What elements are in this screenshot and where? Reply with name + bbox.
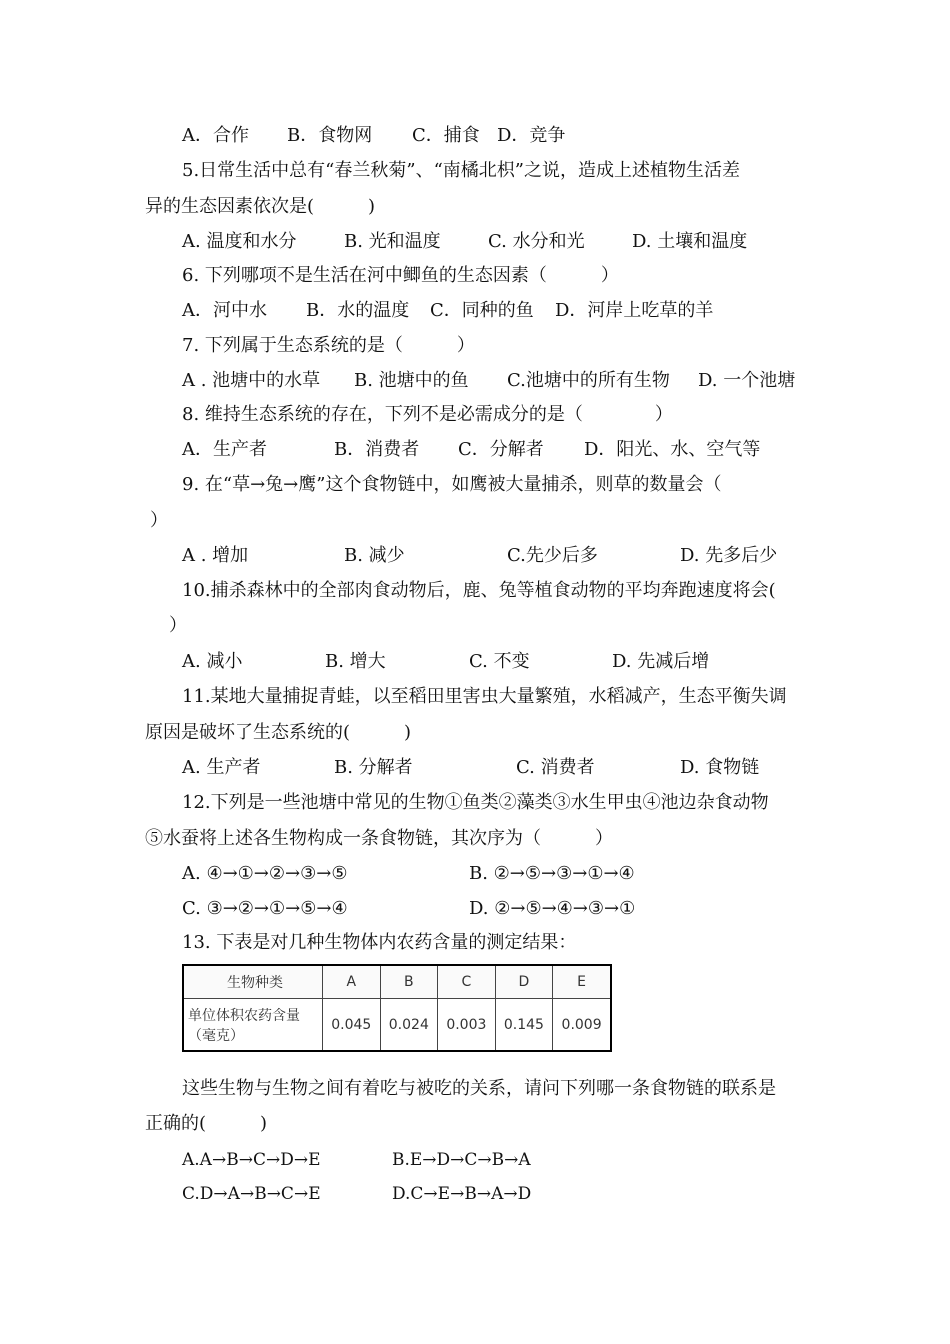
q9-option-c: C.先少后多 <box>507 545 598 566</box>
q5-stem-line1: 5.日常生活中总有“春兰秋菊”、“南橘北枳”之说，造成上述植物生活差 <box>182 160 740 181</box>
q7-option-a: A . 池塘中的水草 <box>182 370 321 391</box>
q11-option-a: A. 生产者 <box>182 757 261 778</box>
q5-option-d: D. 土壤和温度 <box>632 231 748 252</box>
table-header-row <box>183 965 611 999</box>
q13-stem-line3: 正确的( ) <box>145 1113 268 1134</box>
table-row <box>183 999 611 1052</box>
table-col-e: E <box>553 965 611 999</box>
q12-stem-line2: ⑤水蚕将上述各生物构成一条食物链，其次序为（ ） <box>145 828 613 849</box>
q12-option-c: C. ③→②→①→⑤→④ <box>182 898 348 919</box>
table-cell-c: 0.003 <box>438 999 496 1052</box>
q10-stem-line1: 10.捕杀森林中的全部肉食动物后，鹿、兔等植食动物的平均奔跑速度将会( <box>182 580 776 601</box>
q11-option-d: D. 食物链 <box>680 757 760 778</box>
q10-option-d: D. 先减后增 <box>612 651 710 672</box>
q6-option-b: B．水的温度 <box>306 300 410 321</box>
q8-option-a: A．生产者 <box>182 439 267 460</box>
q6-option-c: C．同种的鱼 <box>430 300 534 321</box>
q8-option-c: C．分解者 <box>458 439 544 460</box>
q13-option-d: D.C→E→B→A→D <box>392 1184 532 1204</box>
q10-option-a: A. 减小 <box>182 651 243 672</box>
q5-option-b: B. 光和温度 <box>344 231 441 252</box>
q4-option-b: B．食物网 <box>287 125 373 146</box>
table-cell-d: 0.145 <box>495 999 553 1052</box>
q9-stem-line1: 9. 在“草→兔→鹰”这个食物链中，如鹰被大量捕杀，则草的数量会（ <box>182 474 722 495</box>
table-row-label-line1: 单位体积农药含量 <box>188 1007 300 1024</box>
table-cell-b: 0.024 <box>380 999 438 1052</box>
q11-stem-line2: 原因是破坏了生态系统的( ) <box>145 722 412 743</box>
q9-option-b: B. 减少 <box>344 545 405 566</box>
q10-option-c: C. 不变 <box>469 651 530 672</box>
q8-stem: 8. 维持生态系统的存在，下列不是必需成分的是（ ） <box>182 404 673 425</box>
q12-option-b: B. ②→⑤→③→①→④ <box>469 863 635 884</box>
q13-stem-line1: 13. 下表是对几种生物体内农药含量的测定结果： <box>182 932 577 953</box>
table-row-label <box>183 999 323 1052</box>
q6-option-d: D．河岸上吃草的羊 <box>555 300 714 321</box>
q9-stem-line2: ） <box>150 510 168 531</box>
table-cell-a: 0.045 <box>323 999 381 1052</box>
table-row-label-line2: （毫克） <box>188 1027 244 1044</box>
q7-option-c: C.池塘中的所有生物 <box>507 370 670 391</box>
q11-stem-line1: 11.某地大量捕捉青蛙，以至稻田里害虫大量繁殖，水稻减产，生态平衡失调 <box>182 686 787 707</box>
q13-option-a: A.A→B→C→D→E <box>182 1150 321 1170</box>
q8-option-b: B．消费者 <box>334 439 420 460</box>
table-col-b: B <box>380 965 438 999</box>
table-col-a: A <box>323 965 381 999</box>
q8-option-d: D．阳光、水、空气等 <box>584 439 761 460</box>
q4-option-d: D．竞争 <box>497 125 566 146</box>
q7-option-d: D. 一个池塘 <box>698 370 796 391</box>
pesticide-table <box>182 964 612 1052</box>
q12-option-d: D. ②→⑤→④→③→① <box>469 898 636 919</box>
q10-stem-line2: ） <box>169 615 187 636</box>
q11-option-c: C. 消费者 <box>516 757 595 778</box>
q13-option-c: C.D→A→B→C→E <box>182 1184 321 1204</box>
q9-option-a: A . 增加 <box>182 545 249 566</box>
q7-option-b: B. 池塘中的鱼 <box>354 370 469 391</box>
q4-option-c: C．捕食 <box>412 125 480 146</box>
q5-option-c: C. 水分和光 <box>488 231 585 252</box>
table-header-label: 生物种类 <box>183 965 323 999</box>
q4-option-a: A．合作 <box>182 125 249 146</box>
q9-option-d: D. 先多后少 <box>680 545 778 566</box>
q5-option-a: A. 温度和水分 <box>182 231 297 252</box>
q12-stem-line1: 12.下列是一些池塘中常见的生物①鱼类②藻类③水生甲虫④池边杂食动物 <box>182 792 769 813</box>
q13-stem-line2: 这些生物与生物之间有着吃与被吃的关系，请问下列哪一条食物链的联系是 <box>182 1078 776 1099</box>
table-col-d: D <box>495 965 553 999</box>
q11-option-b: B. 分解者 <box>334 757 413 778</box>
q7-stem: 7. 下列属于生态系统的是（ ） <box>182 335 475 356</box>
q5-stem-line2: 异的生态因素依次是( ) <box>145 196 376 217</box>
q13-option-b: B.E→D→C→B→A <box>392 1150 531 1170</box>
q6-option-a: A．河中水 <box>182 300 267 321</box>
table-cell-e: 0.009 <box>553 999 611 1052</box>
q6-stem: 6. 下列哪项不是生活在河中鲫鱼的生态因素（ ） <box>182 265 619 286</box>
q10-option-b: B. 增大 <box>325 651 386 672</box>
table-col-c: C <box>438 965 496 999</box>
q12-option-a: A. ④→①→②→③→⑤ <box>182 863 348 884</box>
